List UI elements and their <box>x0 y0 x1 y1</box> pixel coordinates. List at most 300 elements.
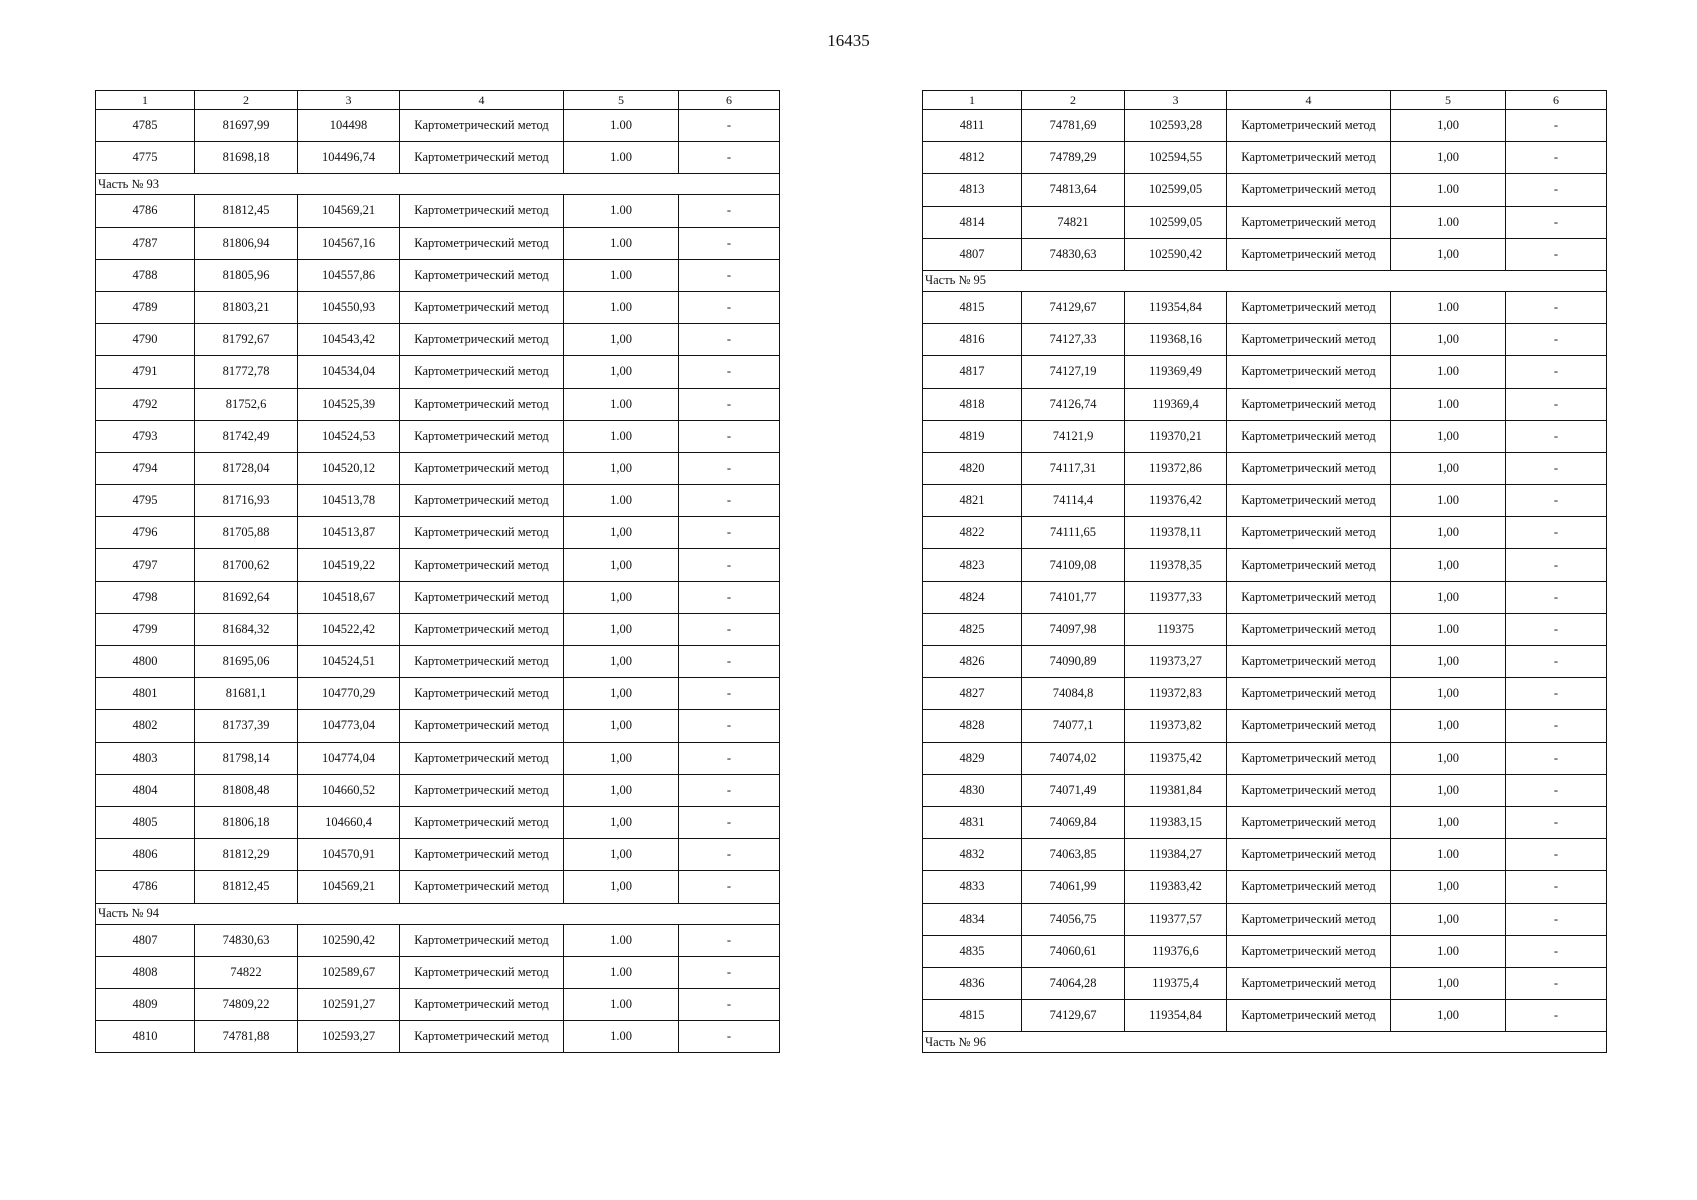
accuracy-cell: 1,00 <box>1391 238 1506 270</box>
point-number-cell: 4809 <box>96 988 195 1020</box>
point-number-cell: 4792 <box>96 388 195 420</box>
table-row <box>96 227 780 259</box>
y-coordinate-cell: 104550,93 <box>298 291 400 323</box>
x-coordinate-cell: 81692,64 <box>195 581 298 613</box>
x-coordinate-cell: 74830,63 <box>195 924 298 956</box>
x-coordinate-cell: 74064,28 <box>1022 967 1125 999</box>
table-row <box>96 839 780 871</box>
accuracy-cell: 1.00 <box>564 924 679 956</box>
x-coordinate-cell: 81752,6 <box>195 388 298 420</box>
x-coordinate-cell: 74114,4 <box>1022 485 1125 517</box>
accuracy-cell: 1,00 <box>564 613 679 645</box>
description-cell: - <box>679 774 780 806</box>
x-coordinate-cell: 74063,85 <box>1022 839 1125 871</box>
method-cell: Картометрический метод <box>400 452 564 484</box>
accuracy-cell: 1,00 <box>1391 110 1506 142</box>
point-number-cell: 4832 <box>923 839 1022 871</box>
accuracy-cell: 1,00 <box>564 517 679 549</box>
description-cell: - <box>679 1021 780 1053</box>
point-number-cell: 4808 <box>96 956 195 988</box>
method-cell: Картометрический метод <box>400 485 564 517</box>
table-row <box>96 1021 780 1053</box>
method-cell: Картометрический метод <box>400 678 564 710</box>
description-cell: - <box>679 646 780 678</box>
accuracy-cell: 1,00 <box>564 742 679 774</box>
method-cell: Картометрический метод <box>1227 142 1391 174</box>
method-cell: Картометрический метод <box>1227 839 1391 871</box>
y-coordinate-cell: 102593,28 <box>1125 110 1227 142</box>
point-number-cell: 4822 <box>923 517 1022 549</box>
section-label: Часть № 94 <box>96 903 780 924</box>
description-cell: - <box>1506 935 1607 967</box>
y-coordinate-cell: 119376,6 <box>1125 935 1227 967</box>
x-coordinate-cell: 81808,48 <box>195 774 298 806</box>
point-number-cell: 4795 <box>96 485 195 517</box>
point-number-cell: 4796 <box>96 517 195 549</box>
x-coordinate-cell: 81728,04 <box>195 452 298 484</box>
point-number-cell: 4817 <box>923 356 1022 388</box>
accuracy-cell: 1,00 <box>564 549 679 581</box>
description-cell: - <box>679 678 780 710</box>
point-number-cell: 4797 <box>96 549 195 581</box>
x-coordinate-cell: 81684,32 <box>195 613 298 645</box>
x-coordinate-cell: 81705,88 <box>195 517 298 549</box>
description-cell: - <box>1506 549 1607 581</box>
table-row <box>923 839 1607 871</box>
accuracy-cell: 1.00 <box>1391 388 1506 420</box>
table-row <box>923 967 1607 999</box>
accuracy-cell: 1.00 <box>564 195 679 227</box>
table-row <box>96 485 780 517</box>
point-number-cell: 4836 <box>923 967 1022 999</box>
y-coordinate-cell: 119369,4 <box>1125 388 1227 420</box>
description-cell: - <box>1506 110 1607 142</box>
y-coordinate-cell: 119373,27 <box>1125 646 1227 678</box>
point-number-cell: 4800 <box>96 646 195 678</box>
x-coordinate-cell: 81772,78 <box>195 356 298 388</box>
description-cell: - <box>679 291 780 323</box>
y-coordinate-cell: 119354,84 <box>1125 291 1227 323</box>
y-coordinate-cell: 104513,87 <box>298 517 400 549</box>
table-row <box>923 110 1607 142</box>
y-coordinate-cell: 104498 <box>298 110 400 142</box>
description-cell: - <box>679 420 780 452</box>
y-coordinate-cell: 119368,16 <box>1125 324 1227 356</box>
table-row <box>96 924 780 956</box>
table-row <box>923 485 1607 517</box>
section-label: Часть № 96 <box>923 1032 1607 1053</box>
method-cell: Картометрический метод <box>1227 238 1391 270</box>
description-cell: - <box>1506 356 1607 388</box>
x-coordinate-cell: 74061,99 <box>1022 871 1125 903</box>
section-row <box>923 1032 1607 1053</box>
x-coordinate-cell: 74056,75 <box>1022 903 1125 935</box>
accuracy-cell: 1.00 <box>564 420 679 452</box>
point-number-cell: 4811 <box>923 110 1022 142</box>
point-number-cell: 4786 <box>96 871 195 903</box>
accuracy-cell: 1.00 <box>564 956 679 988</box>
table-row <box>923 678 1607 710</box>
table-row <box>923 206 1607 238</box>
method-cell: Картометрический метод <box>400 324 564 356</box>
x-coordinate-cell: 81812,45 <box>195 195 298 227</box>
method-cell: Картометрический метод <box>1227 710 1391 742</box>
method-cell: Картометрический метод <box>1227 485 1391 517</box>
point-number-cell: 4821 <box>923 485 1022 517</box>
table-row <box>96 142 780 174</box>
method-cell: Картометрический метод <box>400 517 564 549</box>
point-number-cell: 4824 <box>923 581 1022 613</box>
method-cell: Картометрический метод <box>1227 678 1391 710</box>
accuracy-cell: 1,00 <box>1391 710 1506 742</box>
point-number-cell: 4833 <box>923 871 1022 903</box>
method-cell: Картометрический метод <box>1227 871 1391 903</box>
y-coordinate-cell: 119381,84 <box>1125 774 1227 806</box>
method-cell: Картометрический метод <box>1227 581 1391 613</box>
description-cell: - <box>679 710 780 742</box>
table-row <box>923 420 1607 452</box>
method-cell: Картометрический метод <box>400 924 564 956</box>
table-row <box>96 388 780 420</box>
y-coordinate-cell: 104569,21 <box>298 871 400 903</box>
description-cell: - <box>679 581 780 613</box>
section-row <box>96 174 780 195</box>
y-coordinate-cell: 104524,53 <box>298 420 400 452</box>
header-row <box>923 91 1607 110</box>
x-coordinate-cell: 81812,29 <box>195 839 298 871</box>
y-coordinate-cell: 119372,86 <box>1125 452 1227 484</box>
method-cell: Картометрический метод <box>400 839 564 871</box>
accuracy-cell: 1,00 <box>564 774 679 806</box>
point-number-cell: 4835 <box>923 935 1022 967</box>
accuracy-cell: 1.00 <box>1391 174 1506 206</box>
table-row <box>96 988 780 1020</box>
table-row <box>923 388 1607 420</box>
y-coordinate-cell: 119383,42 <box>1125 871 1227 903</box>
description-cell: - <box>1506 967 1607 999</box>
x-coordinate-cell: 81697,99 <box>195 110 298 142</box>
y-coordinate-cell: 119354,84 <box>1125 1000 1227 1032</box>
method-cell: Картометрический метод <box>400 259 564 291</box>
point-number-cell: 4789 <box>96 291 195 323</box>
point-number-cell: 4813 <box>923 174 1022 206</box>
table-row <box>923 291 1607 323</box>
accuracy-cell: 1,00 <box>564 839 679 871</box>
y-coordinate-cell: 119377,57 <box>1125 903 1227 935</box>
point-number-cell: 4785 <box>96 110 195 142</box>
method-cell: Картометрический метод <box>1227 1000 1391 1032</box>
x-coordinate-cell: 81806,18 <box>195 806 298 838</box>
accuracy-cell: 1.00 <box>564 227 679 259</box>
section-label: Часть № 95 <box>923 270 1607 291</box>
x-coordinate-cell: 74129,67 <box>1022 1000 1125 1032</box>
x-coordinate-cell: 81681,1 <box>195 678 298 710</box>
description-cell: - <box>1506 517 1607 549</box>
description-cell: - <box>1506 388 1607 420</box>
point-number-cell: 4815 <box>923 1000 1022 1032</box>
section-row <box>96 903 780 924</box>
description-cell: - <box>679 956 780 988</box>
description-cell: - <box>679 871 780 903</box>
accuracy-cell: 1,00 <box>1391 646 1506 678</box>
method-cell: Картометрический метод <box>400 1021 564 1053</box>
method-cell: Картометрический метод <box>400 356 564 388</box>
table-body <box>96 110 780 1053</box>
column-header: 6 <box>679 91 780 110</box>
y-coordinate-cell: 104520,12 <box>298 452 400 484</box>
method-cell: Картометрический метод <box>1227 967 1391 999</box>
method-cell: Картометрический метод <box>1227 742 1391 774</box>
point-number-cell: 4803 <box>96 742 195 774</box>
table-row <box>96 259 780 291</box>
accuracy-cell: 1,00 <box>1391 871 1506 903</box>
accuracy-cell: 1.00 <box>1391 291 1506 323</box>
point-number-cell: 4819 <box>923 420 1022 452</box>
point-number-cell: 4786 <box>96 195 195 227</box>
method-cell: Картометрический метод <box>400 388 564 420</box>
description-cell: - <box>679 517 780 549</box>
column-header: 4 <box>1227 91 1391 110</box>
table-row <box>96 195 780 227</box>
y-coordinate-cell: 119375 <box>1125 613 1227 645</box>
x-coordinate-cell: 74084,8 <box>1022 678 1125 710</box>
table-row <box>96 517 780 549</box>
method-cell: Картометрический метод <box>1227 806 1391 838</box>
y-coordinate-cell: 119375,4 <box>1125 967 1227 999</box>
description-cell: - <box>1506 485 1607 517</box>
table-row <box>923 517 1607 549</box>
description-cell: - <box>1506 238 1607 270</box>
method-cell: Картометрический метод <box>1227 174 1391 206</box>
accuracy-cell: 1,00 <box>1391 806 1506 838</box>
method-cell: Картометрический метод <box>400 142 564 174</box>
table-row <box>96 613 780 645</box>
method-cell: Картометрический метод <box>1227 774 1391 806</box>
description-cell: - <box>679 452 780 484</box>
x-coordinate-cell: 74830,63 <box>1022 238 1125 270</box>
description-cell: - <box>1506 452 1607 484</box>
y-coordinate-cell: 102590,42 <box>298 924 400 956</box>
accuracy-cell: 1,00 <box>1391 678 1506 710</box>
accuracy-cell: 1.00 <box>1391 839 1506 871</box>
y-coordinate-cell: 104525,39 <box>298 388 400 420</box>
description-cell: - <box>1506 420 1607 452</box>
method-cell: Картометрический метод <box>400 988 564 1020</box>
x-coordinate-cell: 74127,19 <box>1022 356 1125 388</box>
point-number-cell: 4820 <box>923 452 1022 484</box>
method-cell: Картометрический метод <box>400 227 564 259</box>
table-row <box>96 678 780 710</box>
x-coordinate-cell: 74822 <box>195 956 298 988</box>
method-cell: Картометрический метод <box>1227 291 1391 323</box>
description-cell: - <box>679 839 780 871</box>
header-row <box>96 91 780 110</box>
y-coordinate-cell: 104660,52 <box>298 774 400 806</box>
point-number-cell: 4816 <box>923 324 1022 356</box>
table-body <box>923 110 1607 1053</box>
column-header: 5 <box>564 91 679 110</box>
accuracy-cell: 1.00 <box>1391 356 1506 388</box>
method-cell: Картометрический метод <box>1227 903 1391 935</box>
table-row <box>96 324 780 356</box>
accuracy-cell: 1.00 <box>1391 935 1506 967</box>
description-cell: - <box>1506 903 1607 935</box>
table-row <box>96 420 780 452</box>
point-number-cell: 4815 <box>923 291 1022 323</box>
table-row <box>923 742 1607 774</box>
method-cell: Картометрический метод <box>1227 206 1391 238</box>
accuracy-cell: 1,00 <box>1391 903 1506 935</box>
accuracy-cell: 1,00 <box>1391 517 1506 549</box>
column-header: 3 <box>298 91 400 110</box>
description-cell: - <box>679 142 780 174</box>
x-coordinate-cell: 74821 <box>1022 206 1125 238</box>
point-number-cell: 4802 <box>96 710 195 742</box>
y-coordinate-cell: 104569,21 <box>298 195 400 227</box>
y-coordinate-cell: 104660,4 <box>298 806 400 838</box>
y-coordinate-cell: 119383,15 <box>1125 806 1227 838</box>
table-row <box>923 613 1607 645</box>
accuracy-cell: 1,00 <box>564 324 679 356</box>
x-coordinate-cell: 74813,64 <box>1022 174 1125 206</box>
point-number-cell: 4798 <box>96 581 195 613</box>
x-coordinate-cell: 74111,65 <box>1022 517 1125 549</box>
table-row <box>923 710 1607 742</box>
y-coordinate-cell: 104567,16 <box>298 227 400 259</box>
table-row <box>96 806 780 838</box>
description-cell: - <box>1506 613 1607 645</box>
x-coordinate-cell: 74071,49 <box>1022 774 1125 806</box>
y-coordinate-cell: 104534,04 <box>298 356 400 388</box>
method-cell: Картометрический метод <box>1227 110 1391 142</box>
accuracy-cell: 1,00 <box>564 710 679 742</box>
method-cell: Картометрический метод <box>1227 549 1391 581</box>
point-number-cell: 4801 <box>96 678 195 710</box>
x-coordinate-cell: 74090,89 <box>1022 646 1125 678</box>
description-cell: - <box>679 324 780 356</box>
x-coordinate-cell: 81803,21 <box>195 291 298 323</box>
point-number-cell: 4826 <box>923 646 1022 678</box>
y-coordinate-cell: 119384,27 <box>1125 839 1227 871</box>
table-row <box>96 871 780 903</box>
method-cell: Картометрический метод <box>1227 420 1391 452</box>
accuracy-cell: 1.00 <box>564 291 679 323</box>
description-cell: - <box>679 485 780 517</box>
description-cell: - <box>1506 839 1607 871</box>
x-coordinate-cell: 74129,67 <box>1022 291 1125 323</box>
accuracy-cell: 1.00 <box>564 142 679 174</box>
description-cell: - <box>679 195 780 227</box>
description-cell: - <box>679 742 780 774</box>
x-coordinate-cell: 81695,06 <box>195 646 298 678</box>
point-number-cell: 4788 <box>96 259 195 291</box>
method-cell: Картометрический метод <box>400 110 564 142</box>
method-cell: Картометрический метод <box>400 774 564 806</box>
method-cell: Картометрический метод <box>400 420 564 452</box>
x-coordinate-cell: 74101,77 <box>1022 581 1125 613</box>
description-cell: - <box>1506 324 1607 356</box>
y-coordinate-cell: 104518,67 <box>298 581 400 613</box>
column-header: 5 <box>1391 91 1506 110</box>
accuracy-cell: 1,00 <box>1391 581 1506 613</box>
point-number-cell: 4807 <box>96 924 195 956</box>
point-number-cell: 4790 <box>96 324 195 356</box>
point-number-cell: 4804 <box>96 774 195 806</box>
method-cell: Картометрический метод <box>1227 517 1391 549</box>
table-row <box>96 356 780 388</box>
table-row <box>96 774 780 806</box>
accuracy-cell: 1.00 <box>1391 485 1506 517</box>
table-row <box>96 646 780 678</box>
point-number-cell: 4827 <box>923 678 1022 710</box>
accuracy-cell: 1,00 <box>1391 967 1506 999</box>
y-coordinate-cell: 104773,04 <box>298 710 400 742</box>
column-header: 3 <box>1125 91 1227 110</box>
method-cell: Картометрический метод <box>400 646 564 678</box>
point-number-cell: 4818 <box>923 388 1022 420</box>
y-coordinate-cell: 102591,27 <box>298 988 400 1020</box>
accuracy-cell: 1.00 <box>564 110 679 142</box>
x-coordinate-cell: 81812,45 <box>195 871 298 903</box>
accuracy-cell: 1,00 <box>1391 420 1506 452</box>
method-cell: Картометрический метод <box>400 956 564 988</box>
point-number-cell: 4825 <box>923 613 1022 645</box>
x-coordinate-cell: 74109,08 <box>1022 549 1125 581</box>
description-cell: - <box>1506 646 1607 678</box>
x-coordinate-cell: 74127,33 <box>1022 324 1125 356</box>
x-coordinate-cell: 81798,14 <box>195 742 298 774</box>
accuracy-cell: 1,00 <box>564 678 679 710</box>
method-cell: Картометрический метод <box>400 742 564 774</box>
accuracy-cell: 1,00 <box>1391 549 1506 581</box>
method-cell: Картометрический метод <box>400 710 564 742</box>
description-cell: - <box>1506 206 1607 238</box>
y-coordinate-cell: 104522,42 <box>298 613 400 645</box>
point-number-cell: 4787 <box>96 227 195 259</box>
description-cell: - <box>1506 806 1607 838</box>
table-row <box>923 142 1607 174</box>
table-row <box>96 710 780 742</box>
method-cell: Картометрический метод <box>1227 452 1391 484</box>
method-cell: Картометрический метод <box>400 871 564 903</box>
y-coordinate-cell: 119375,42 <box>1125 742 1227 774</box>
description-cell: - <box>679 988 780 1020</box>
coordinates-table-left <box>95 90 780 1053</box>
y-coordinate-cell: 104524,51 <box>298 646 400 678</box>
point-number-cell: 4806 <box>96 839 195 871</box>
accuracy-cell: 1,00 <box>1391 742 1506 774</box>
point-number-cell: 4834 <box>923 903 1022 935</box>
table-row <box>923 238 1607 270</box>
accuracy-cell: 1,00 <box>564 581 679 613</box>
x-coordinate-cell: 81742,49 <box>195 420 298 452</box>
description-cell: - <box>679 227 780 259</box>
method-cell: Картометрический метод <box>1227 646 1391 678</box>
x-coordinate-cell: 74781,88 <box>195 1021 298 1053</box>
x-coordinate-cell: 74074,02 <box>1022 742 1125 774</box>
description-cell: - <box>679 613 780 645</box>
table-row <box>923 1000 1607 1032</box>
x-coordinate-cell: 81737,39 <box>195 710 298 742</box>
point-number-cell: 4805 <box>96 806 195 838</box>
y-coordinate-cell: 119376,42 <box>1125 485 1227 517</box>
accuracy-cell: 1.00 <box>564 485 679 517</box>
method-cell: Картометрический метод <box>400 549 564 581</box>
accuracy-cell: 1,00 <box>564 646 679 678</box>
y-coordinate-cell: 104557,86 <box>298 259 400 291</box>
y-coordinate-cell: 104770,29 <box>298 678 400 710</box>
x-coordinate-cell: 81806,94 <box>195 227 298 259</box>
